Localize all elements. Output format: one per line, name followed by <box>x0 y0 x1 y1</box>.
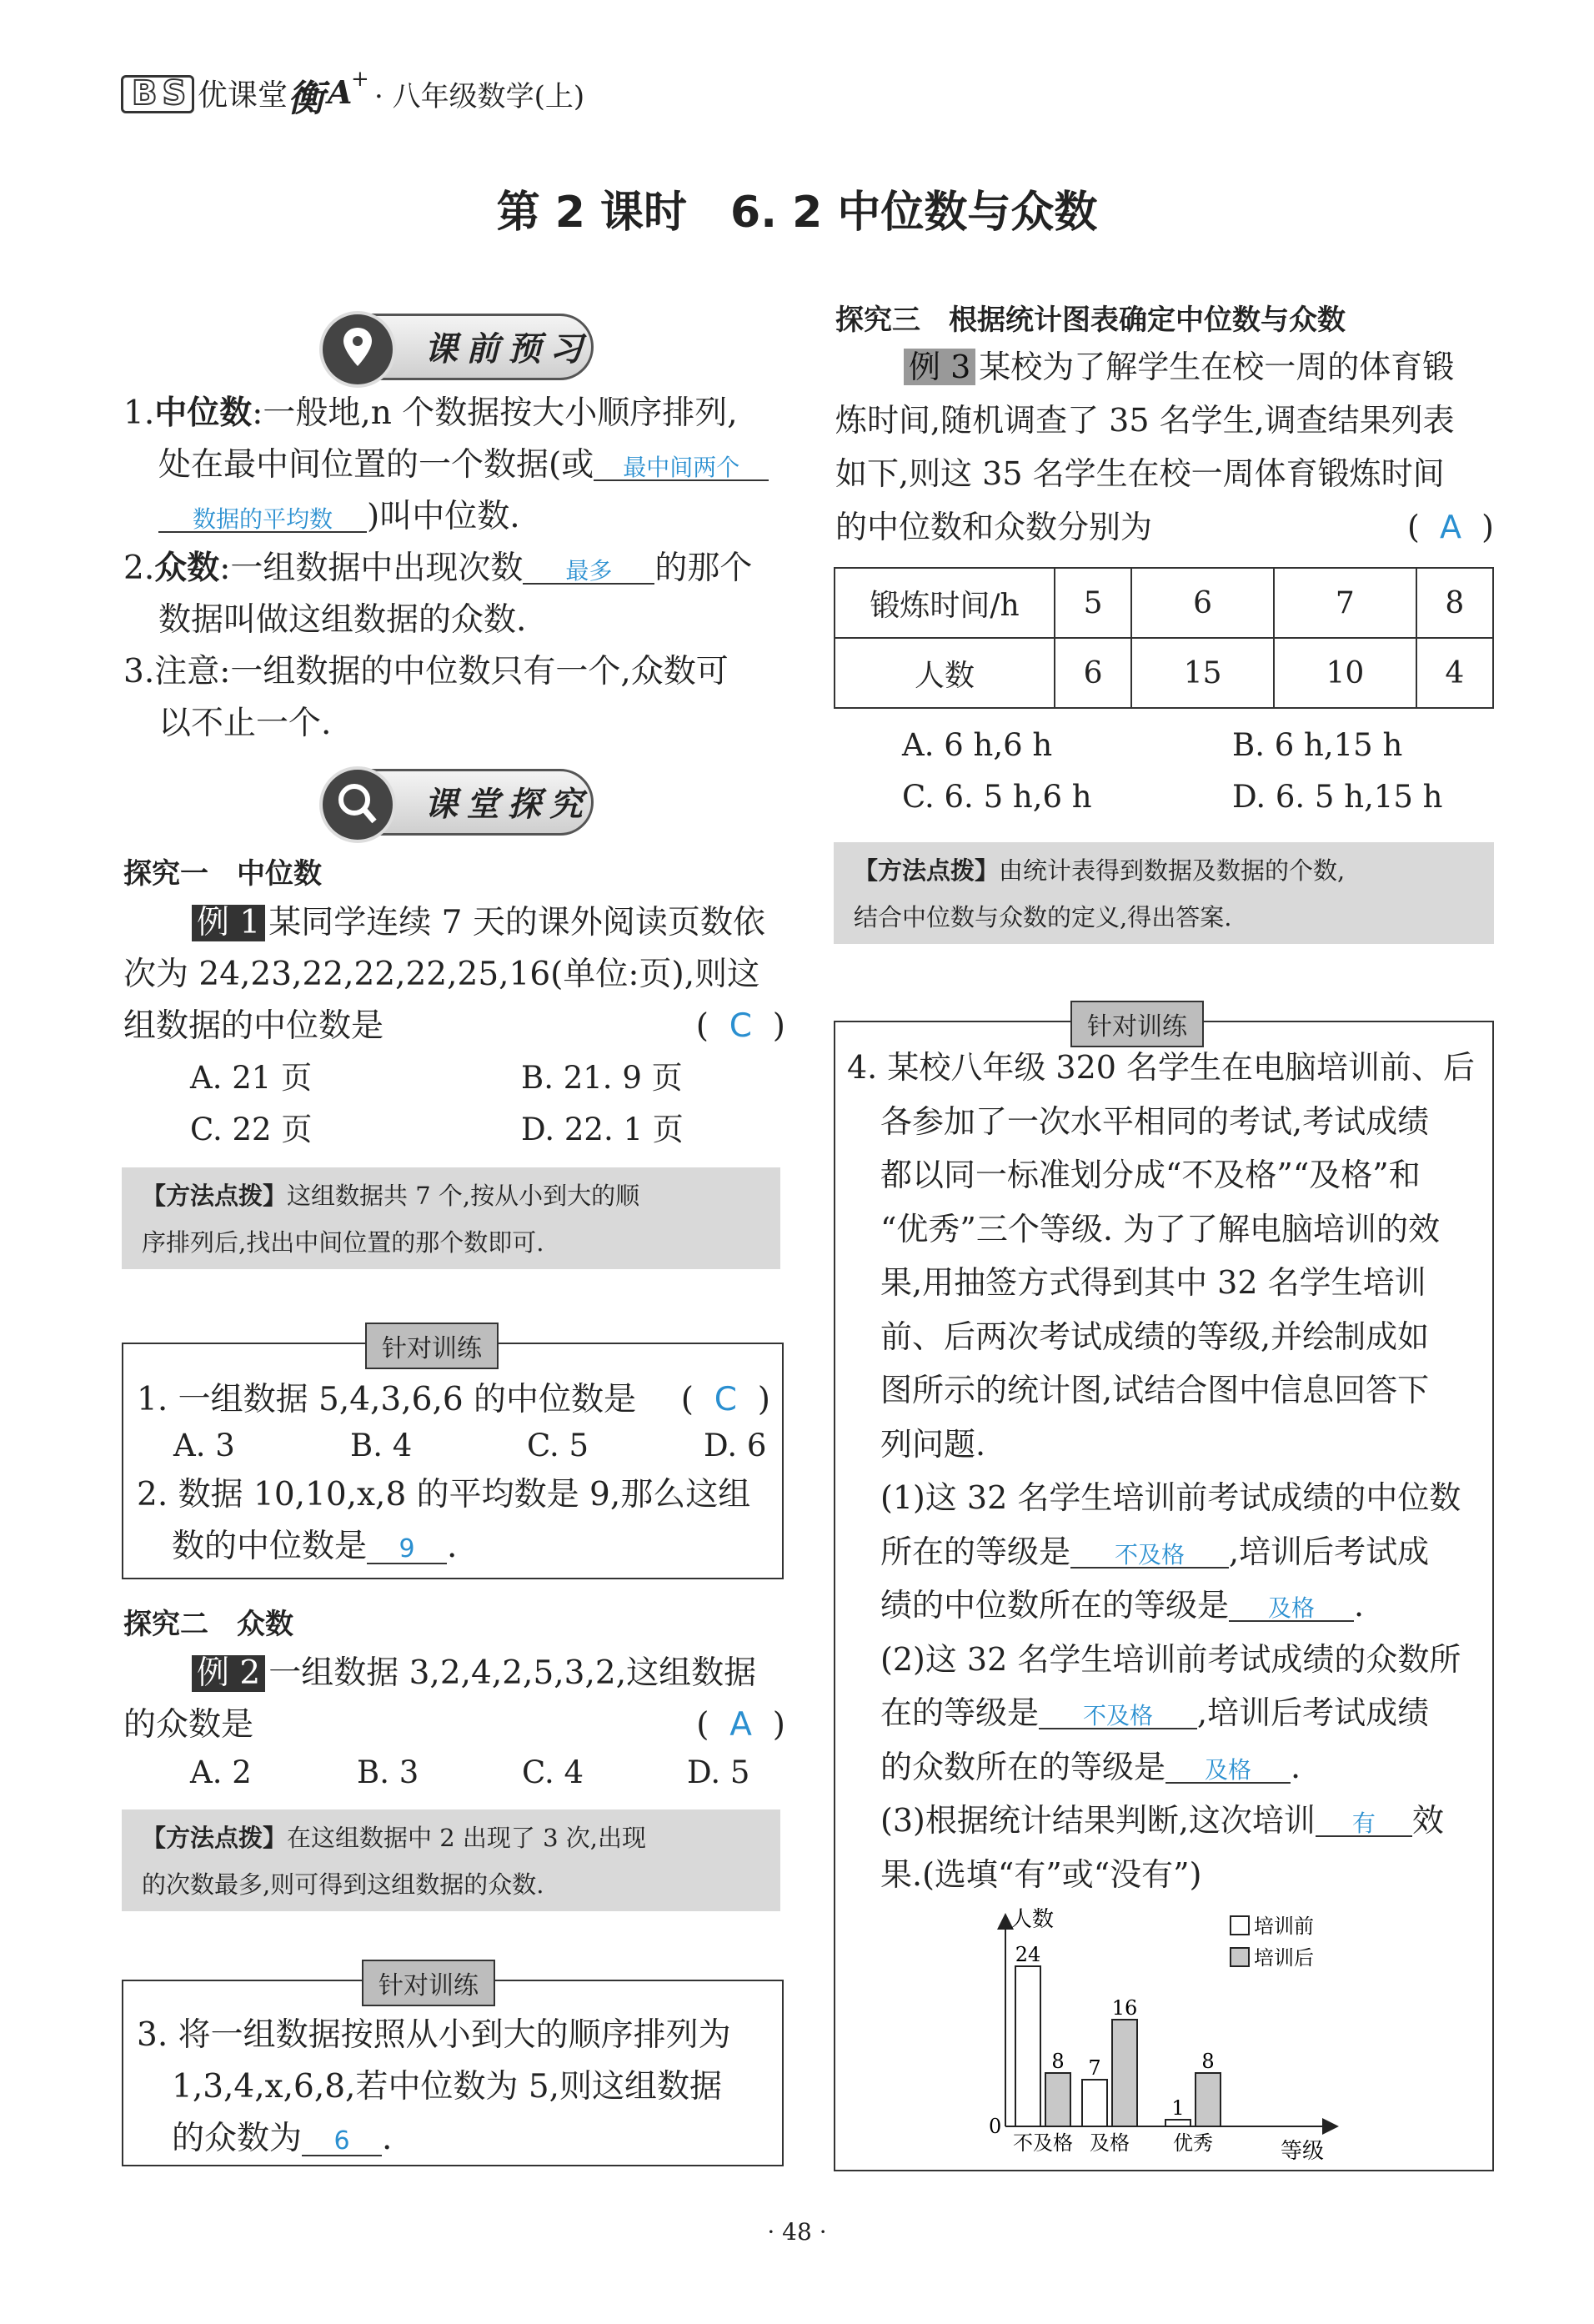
example-3 <box>835 340 1494 554</box>
example-2 <box>123 1648 790 1751</box>
question-text: . <box>1354 1587 1365 1624</box>
question-text: 组数据的中位数是 <box>123 1007 384 1045</box>
option: C. 5 <box>527 1428 589 1463</box>
question-text: 的中位数和众数分别为 <box>835 509 1153 545</box>
training-box <box>122 1334 784 1579</box>
tip-text: 由统计表得到数据及数据的个数, <box>999 856 1346 885</box>
answer-blank: 不及格 <box>1039 1704 1197 1729</box>
brand-char: 衡 <box>288 78 324 120</box>
answer-letter: C <box>714 1381 737 1418</box>
question-text: 1,3,4,x,6,8,若中位数为 5,则这组数据 <box>172 2068 723 2106</box>
option: B. 6 h,15 h <box>1232 727 1403 763</box>
tip-text: 这组数据共 7 个,按从小到大的顺 <box>287 1182 640 1210</box>
training-label: 针对训练 <box>362 1960 495 2006</box>
x-axis-label: 等级 <box>1281 2139 1325 2164</box>
question-text: ,培训后考试成 <box>1229 1533 1430 1570</box>
bar-value-label: 24 <box>1015 1943 1041 1966</box>
category-label: 不及格 <box>1013 2131 1073 2155</box>
answer-paren: ( C ) <box>695 1007 785 1045</box>
training-label: 针对训练 <box>1070 1001 1204 1047</box>
legend-swatch <box>1231 1916 1249 1935</box>
item-text: 处在最中间位置的一个数据(或 <box>158 446 594 484</box>
legend-label: 培训前 <box>1254 1915 1314 1938</box>
question-text: 炼时间,随机调查了 35 名学生,调查结果列表 <box>835 402 1455 439</box>
option: A. 2 <box>190 1754 252 1790</box>
training-q4 <box>847 1041 1489 1901</box>
tip-label: 【方法点拨】 <box>142 1824 288 1852</box>
colon: : <box>252 394 263 432</box>
question-line: 图所示的统计图,试结合图中信息回答下 <box>880 1372 1430 1408</box>
tip-text: 在这组数据中 2 出现了 3 次,出现 <box>287 1824 647 1852</box>
item-number: 2. <box>123 550 155 587</box>
legend-swatch <box>1231 1948 1249 1966</box>
example-label: 例 1 <box>192 905 265 941</box>
answer-letter: A <box>1440 509 1462 545</box>
bar-chart <box>980 1906 1347 2165</box>
page-title: 第 2 课时 6. 2 中位数与众数 <box>496 188 1098 238</box>
item-text: )叫中位数. <box>367 498 520 535</box>
question-line: 果.(选填“有”或“没有”) <box>880 1855 1202 1893</box>
question-line: “优秀”三个等级. 为了了解电脑培训的效 <box>880 1210 1441 1247</box>
question-line: 各参加了一次水平相同的考试,考试成绩 <box>880 1102 1430 1140</box>
question-text: 如下,则这 35 名学生在校一周体育锻炼时间 <box>835 455 1445 492</box>
bar-value-label: 7 <box>1088 2056 1101 2080</box>
question-text: 一组数据 3,2,4,2,5,3,2,这组数据 <box>268 1654 757 1692</box>
bar <box>1112 2020 1137 2126</box>
question-line: 4. 某校八年级 320 名学生在电脑培训前、后 <box>847 1049 1476 1086</box>
brand-grade: A <box>328 73 353 111</box>
option: D. 6 <box>704 1428 767 1463</box>
answer-blank: 有 <box>1316 1811 1412 1837</box>
table-row <box>835 568 1493 638</box>
answer-blank: 及格 <box>1229 1596 1354 1622</box>
option: A. 6 h,6 h <box>902 727 1053 763</box>
subject: · 八年级数学(上) <box>374 80 585 113</box>
question-text: 在的等级是 <box>880 1694 1040 1731</box>
option: D. 5 <box>687 1754 750 1790</box>
item-text: 一般地,n 个数据按大小顺序排列, <box>263 394 738 432</box>
method-tip <box>834 842 1494 944</box>
answer-blank: 最中间两个 <box>594 455 769 481</box>
section-head: 探究三 根据统计图表确定中位数与众数 <box>835 304 1346 337</box>
item-text: 注意:一组数据的中位数只有一个,众数可 <box>154 653 729 690</box>
item-text: 数据叫做这组数据的众数. <box>158 601 527 639</box>
colon: : <box>219 550 231 587</box>
table-cell: 15 <box>1131 638 1274 708</box>
preview-item-1 <box>123 388 790 543</box>
question-text: . <box>447 1528 458 1565</box>
question-text: 3. 将一组数据按照从小到大的顺序排列为 <box>137 2016 731 2054</box>
category-label: 优秀 <box>1173 2131 1213 2155</box>
answer-blank: 6 <box>302 2128 382 2156</box>
question-line: 前、后两次考试成绩的等级,并绘制成如 <box>880 1318 1430 1355</box>
option: C. 4 <box>522 1754 584 1790</box>
answer-blank: 数据的平均数 <box>158 507 367 533</box>
location-pin-icon <box>319 311 396 388</box>
bar-value-label: 8 <box>1051 2050 1065 2073</box>
tip-text: 的次数最多,则可得到这组数据的众数. <box>142 1870 544 1899</box>
item-text: 一组数据中出现次数 <box>230 550 524 587</box>
question-line: 列问题. <box>880 1425 986 1463</box>
table-cell: 6 <box>1055 638 1131 708</box>
table-cell: 5 <box>1055 568 1131 638</box>
section-head: 探究二 众数 <box>123 1608 293 1641</box>
table-row <box>835 638 1493 708</box>
tip-label: 【方法点拨】 <box>142 1182 288 1210</box>
section-head: 探究一 中位数 <box>123 857 322 891</box>
question-text: 的众数为 <box>172 2120 303 2157</box>
explore-pill-label: 课堂探究 <box>424 785 591 824</box>
question-text: 的众数是 <box>123 1706 254 1744</box>
bar-value-label: 16 <box>1111 1996 1138 2020</box>
preview-pill-label: 课前预习 <box>424 329 591 369</box>
question-text: 效 <box>1411 1802 1444 1839</box>
tip-text: 序排列后,找出中间位置的那个数即可. <box>142 1228 544 1257</box>
question-text: ,培训后考试成绩 <box>1197 1694 1430 1731</box>
method-tip <box>122 1810 780 1911</box>
answer-paren: ( A ) <box>1407 509 1494 545</box>
data-table <box>834 567 1494 709</box>
preview-item-3 <box>123 646 790 750</box>
bar <box>1082 2080 1107 2126</box>
question-text: 某同学连续 7 天的课外阅读页数依 <box>268 904 765 941</box>
preview-pill <box>323 314 594 380</box>
legend <box>1231 1915 1314 1970</box>
item-text: 的那个 <box>654 550 753 587</box>
question-text: 所在的等级是 <box>880 1533 1071 1570</box>
tip-label: 【方法点拨】 <box>854 856 1000 885</box>
question-line: 果,用抽签方式得到其中 32 名学生培训 <box>880 1264 1426 1301</box>
method-tip <box>122 1167 780 1269</box>
option: A. 3 <box>173 1428 235 1463</box>
option: B. 3 <box>357 1754 419 1790</box>
page-number: · 48 · <box>767 2218 827 2246</box>
explore-pill <box>323 769 594 836</box>
category-label: 及格 <box>1090 2131 1130 2155</box>
question-line: (1)这 32 名学生培训前考试成绩的中位数 <box>880 1479 1461 1516</box>
logo-badge <box>121 75 194 113</box>
legend-label: 培训后 <box>1254 1946 1314 1970</box>
option: A. 21 页 <box>190 1060 313 1096</box>
answer-paren: ( C ) <box>680 1381 770 1418</box>
question-text: 1. 一组数据 5,4,3,6,6 的中位数是 <box>137 1381 637 1418</box>
option: C. 22 页 <box>190 1112 313 1147</box>
magnifier-icon <box>319 766 396 843</box>
term-median: 中位数 <box>154 394 253 432</box>
answer-blank: 最多 <box>523 559 654 585</box>
question-text: 数的中位数是 <box>172 1528 368 1565</box>
training-q1 <box>137 1374 770 1426</box>
training-q2 <box>137 1469 770 1573</box>
question-line: 都以同一标准划分成“不及格”“及格”和 <box>880 1157 1421 1193</box>
question-text: 2. 数据 10,10,x,8 的平均数是 9,那么这组 <box>137 1476 751 1513</box>
item-text: 以不止一个. <box>158 705 332 742</box>
table-cell: 8 <box>1416 568 1493 638</box>
option: D. 6. 5 h,15 h <box>1232 779 1443 815</box>
table-cell: 4 <box>1416 638 1493 708</box>
question-text: . <box>1291 1748 1301 1785</box>
answer-blank: 及格 <box>1165 1758 1291 1784</box>
question-text: 的众数所在的等级是 <box>880 1748 1166 1785</box>
bar <box>1196 2073 1221 2126</box>
option: C. 6. 5 h,6 h <box>902 779 1092 815</box>
question-text: (3)根据统计结果判断,这次培训 <box>880 1802 1316 1839</box>
table-cell: 7 <box>1274 568 1416 638</box>
question-text: 次为 24,23,22,22,22,25,16(单位:页),则这 <box>123 956 760 993</box>
answer-blank: 9 <box>367 1536 447 1564</box>
bar <box>1165 2120 1190 2126</box>
bar-value-label: 8 <box>1201 2050 1215 2073</box>
answer-paren: ( A ) <box>696 1706 785 1744</box>
option: B. 21. 9 页 <box>521 1060 683 1096</box>
term-mode: 众数 <box>154 550 220 587</box>
table-cell: 人数 <box>835 638 1055 708</box>
table-cell: 锻炼时间/h <box>835 568 1055 638</box>
bar-value-label: 1 <box>1171 2096 1185 2120</box>
logo-text: BS <box>132 74 192 113</box>
origin-label: 0 <box>989 2115 1002 2138</box>
answer-letter: A <box>729 1706 752 1744</box>
training-q3 <box>137 2010 770 2165</box>
option: D. 22. 1 页 <box>521 1112 684 1147</box>
table-cell: 6 <box>1131 568 1274 638</box>
bars-group <box>1013 1943 1221 2155</box>
training-box <box>122 1971 784 2166</box>
y-axis-label: 人数 <box>1010 1907 1055 1932</box>
preview-item-2 <box>123 543 790 646</box>
question-text: 绩的中位数所在的等级是 <box>880 1587 1230 1624</box>
brand-plus: + <box>351 67 369 92</box>
table-cell: 10 <box>1274 638 1416 708</box>
training-label: 针对训练 <box>365 1323 499 1369</box>
series-name: 优课堂 <box>198 78 288 113</box>
question-text: . <box>382 2120 393 2157</box>
example-label: 例 2 <box>192 1655 265 1692</box>
item-number: 3. <box>123 653 155 690</box>
bar <box>1045 2073 1070 2126</box>
bar <box>1015 1966 1040 2126</box>
example-1 <box>123 897 790 1052</box>
answer-letter: C <box>729 1007 752 1045</box>
question-text: 某校为了解学生在校一周的体育锻 <box>979 349 1455 385</box>
tip-text: 结合中位数与众数的定义,得出答案. <box>854 903 1232 931</box>
answer-blank: 不及格 <box>1070 1543 1229 1569</box>
question-line: (2)这 32 名学生培训前考试成绩的众数所 <box>880 1640 1461 1678</box>
example-label: 例 3 <box>904 349 975 385</box>
option: B. 4 <box>350 1428 413 1463</box>
item-number: 1. <box>123 394 155 432</box>
